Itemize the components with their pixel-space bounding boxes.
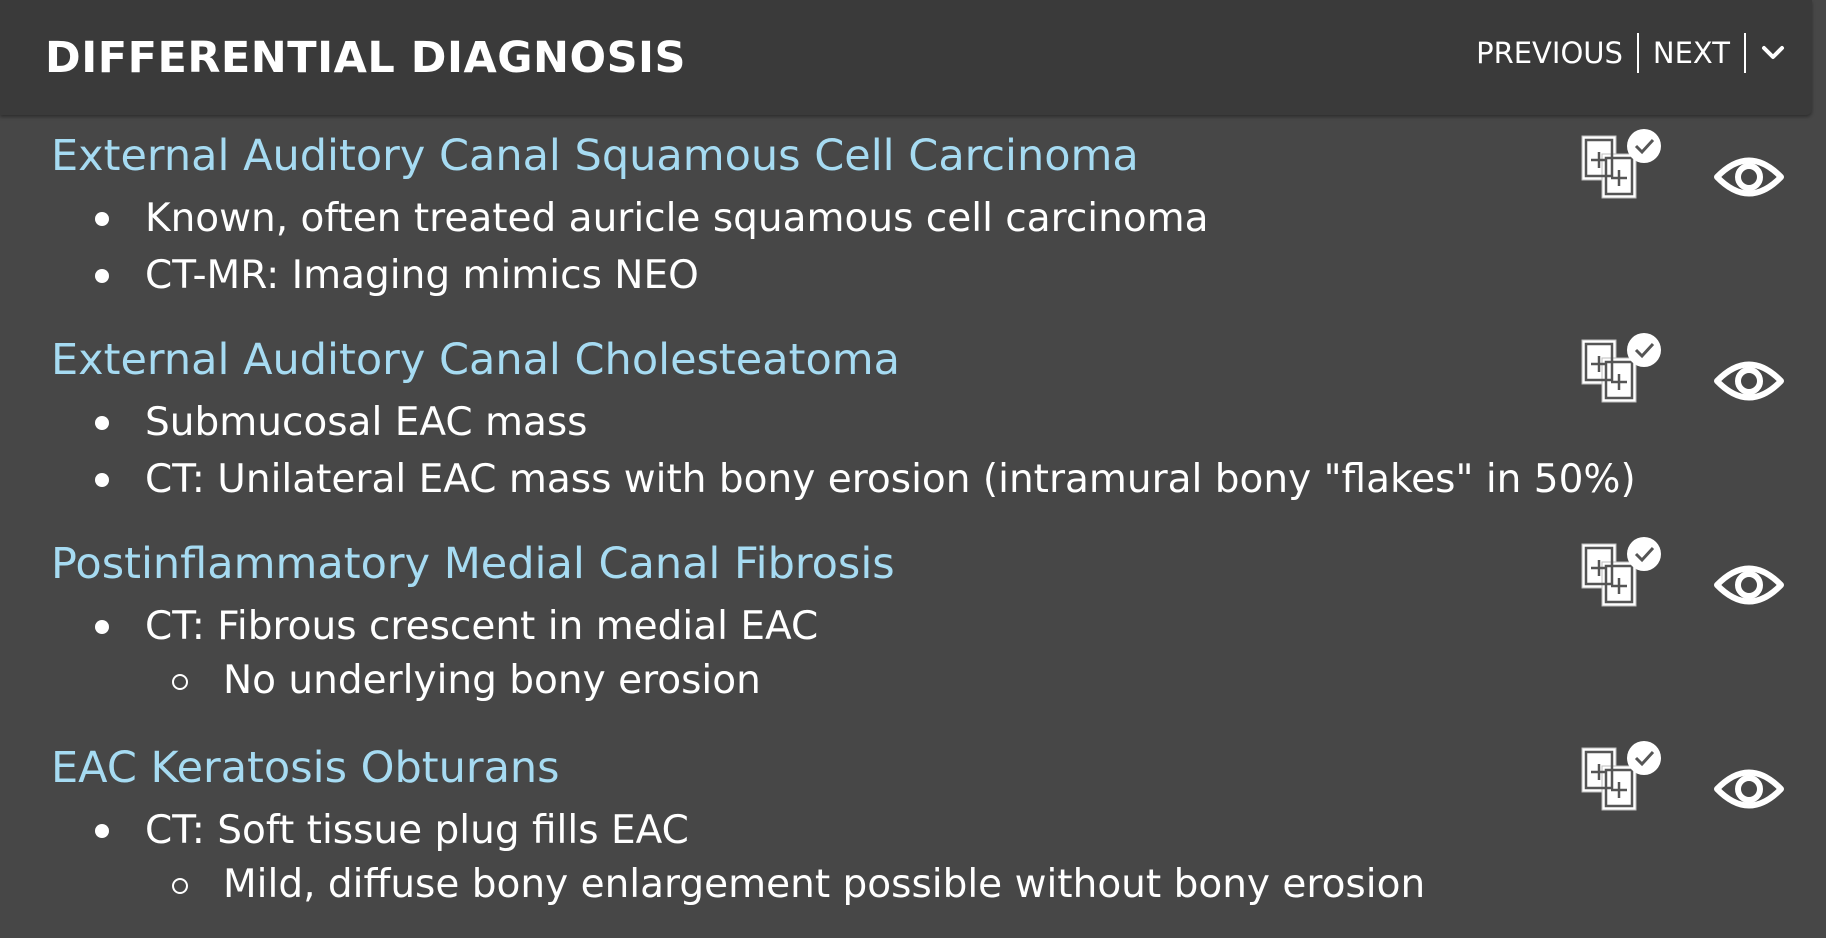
bullet-dot xyxy=(95,416,109,430)
sub-list-item: No underlying bony erosion xyxy=(0,655,1700,707)
diagnosis-title-link[interactable]: External Auditory Canal Squamous Cell Carcinoma xyxy=(51,131,1139,181)
eye-icon[interactable] xyxy=(1714,558,1784,612)
list-item: CT: Soft tissue plug fills EAC xyxy=(0,802,1700,859)
bullet-dot xyxy=(95,269,109,283)
bullet-dot xyxy=(95,473,109,487)
list-item: CT: Fibrous crescent in medial EAC xyxy=(0,598,1700,655)
eye-icon[interactable] xyxy=(1714,354,1784,408)
header-navigation xyxy=(1476,32,1786,74)
diagnosis-bullets xyxy=(0,598,1700,707)
list-item: CT: Unilateral EAC mass with bony erosion (intramural bony "flakes" in 50%) xyxy=(0,451,1700,508)
nav-divider xyxy=(1744,33,1746,73)
diagnosis-bullets xyxy=(0,394,1700,508)
diagnosis-title-link[interactable]: Postinflammatory Medial Canal Fibrosis xyxy=(51,539,895,589)
previous-link[interactable]: PREVIOUS xyxy=(1476,36,1623,70)
next-link[interactable]: NEXT xyxy=(1652,36,1730,70)
panel-title: DIFFERENTIAL DIAGNOSIS xyxy=(45,33,687,83)
bullet-dot xyxy=(95,620,109,634)
bullet-ring xyxy=(172,674,188,690)
bullet-dot xyxy=(95,212,109,226)
diagnosis-bullets xyxy=(0,802,1700,911)
list-item: Known, often treated auricle squamous cell carcinoma xyxy=(0,190,1700,247)
list-item: Submucosal EAC mass xyxy=(0,394,1700,451)
diagnosis-title-link[interactable]: EAC Keratosis Obturans xyxy=(51,743,560,793)
chevron-down-icon[interactable] xyxy=(1760,40,1786,66)
list-item: CT-MR: Imaging mimics NEO xyxy=(0,247,1700,304)
bullet-dot xyxy=(95,824,109,838)
bullet-ring xyxy=(172,878,188,894)
panel-header xyxy=(0,0,1812,115)
sub-list-item: Mild, diffuse bony enlargement possible without bony erosion xyxy=(0,859,1700,911)
eye-icon[interactable] xyxy=(1714,150,1784,204)
diagnosis-title-link[interactable]: External Auditory Canal Cholesteatoma xyxy=(51,335,900,385)
eye-icon[interactable] xyxy=(1714,762,1784,816)
nav-divider xyxy=(1637,33,1639,73)
diagnosis-bullets xyxy=(0,190,1700,304)
